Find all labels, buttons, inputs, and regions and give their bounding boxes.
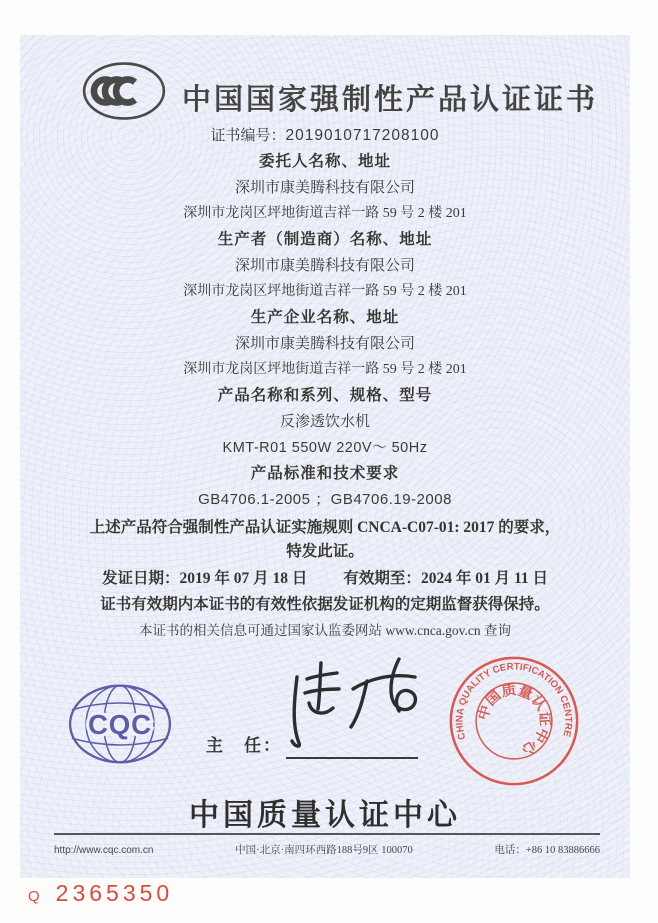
factory-company: 深圳市康美腾科技有限公司: [234, 336, 415, 352]
footer-address: 中国·北京·南四环西路188号9区 100070: [235, 845, 413, 856]
factory-address: 深圳市龙岗区坪地街道吉祥一路 59 号 2 楼 201: [183, 362, 467, 377]
applicant-address: 深圳市龙岗区坪地街道吉祥一路 59 号 2 楼 201: [183, 206, 467, 221]
signature-handwriting: [275, 651, 435, 756]
footer-website: http://www.cqc.com.cn: [54, 845, 154, 856]
certificate-body: [20, 123, 630, 643]
serial-prefix: Q: [28, 888, 40, 905]
stamp-chinese-text: 中国质量认证中心: [475, 682, 553, 758]
dates-line: [20, 566, 630, 592]
serial-digits: 2365350: [55, 880, 174, 906]
factory-heading: 生产企业名称、地址: [250, 309, 400, 326]
cqc-logo-letters: CQC: [87, 708, 153, 740]
manufacturer-address: 深圳市龙岗区坪地街道吉祥一路 59 号 2 楼 201: [183, 284, 467, 299]
standards-heading: 产品标准和技术要求: [250, 465, 400, 482]
product-name: 反渗透饮水机: [279, 414, 370, 430]
product-heading: 产品名称和系列、规格、型号: [217, 387, 433, 404]
signature-underline: [286, 757, 418, 759]
info-note: 本证书的相关信息可通过国家认监委网站 www.cnca.gov.cn 查询: [138, 623, 512, 638]
applicant-heading: 委托人名称、地址: [258, 153, 391, 170]
expiry-date-label: 有效期至：: [343, 570, 421, 587]
cqc-red-stamp: [446, 653, 582, 789]
cqc-logo-icon: [66, 683, 174, 765]
serial-number: [28, 880, 173, 907]
issue-date-value: 2019 年 07 月 18 日: [179, 570, 308, 587]
footer-phone: 电话：+86 10 83886666: [494, 845, 600, 856]
applicant-company: 深圳市康美腾科技有限公司: [234, 180, 415, 196]
certificate-number-line: [20, 123, 630, 149]
certificate-number-value: 2019010717208100: [285, 127, 440, 144]
expiry-date-value: 2024 年 01 月 11 日: [420, 570, 548, 587]
standards-value: GB4706.1-2005 ；GB4706.19-2008: [198, 491, 452, 508]
director-label: 主 任：: [206, 736, 282, 755]
conformity-statement-line1: 上述产品符合强制性产品认证实施规则 CNCA-C07-01: 2017 的要求，: [89, 519, 561, 536]
issuing-organization: 中国质量认证中心: [189, 799, 461, 832]
issue-date-label: 发证日期：: [102, 570, 180, 587]
footer-contact-row: [20, 843, 630, 859]
certificate-title: 中国国家强制性产品认证证书: [181, 84, 598, 116]
manufacturer-company: 深圳市康美腾科技有限公司: [234, 258, 415, 274]
footer-divider: [54, 833, 600, 835]
manufacturer-heading: 生产者（制造商）名称、地址: [217, 231, 433, 248]
validity-note: 证书有效期内本证书的有效性依据发证机构的定期监督获得保持。: [100, 596, 550, 613]
certificate-number-label: 证书编号：: [210, 128, 286, 144]
certificate-paper: [20, 35, 630, 878]
stamp-latin-text: CHINA QUALITY CERTIFICATION CENTRE: [454, 661, 574, 741]
conformity-statement-line2: 特发此证。: [286, 543, 364, 560]
product-model: KMT-R01 550W 220V～ 50Hz: [222, 440, 428, 456]
ccc-mark-icon: [78, 60, 170, 122]
